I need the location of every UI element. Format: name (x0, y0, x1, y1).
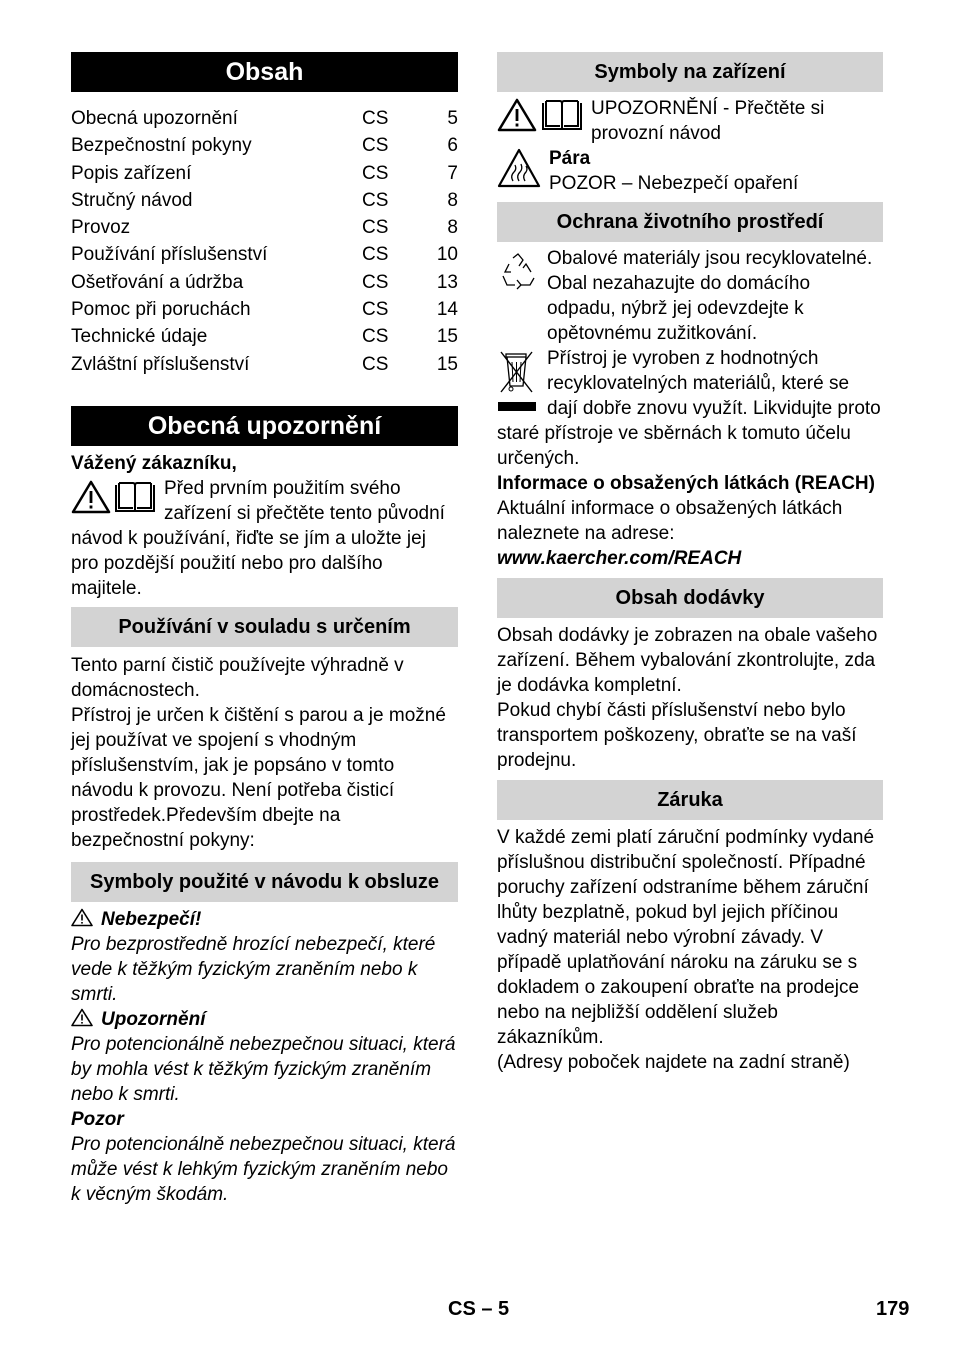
steam-warning-icons (497, 148, 541, 196)
read-manual-row (497, 96, 883, 146)
toc-row[interactable]: Pomoc při poruchách CS 14 (71, 299, 458, 321)
manual-book-icon (114, 480, 156, 514)
steam-hazard-icon (497, 148, 541, 188)
general-heading: Obecná upozornění (71, 406, 458, 446)
caution-label: Pozor (71, 1108, 124, 1130)
weee-text: Přístroj je vyroben z hodnotných recyklovatelných materiálů, které se dají dobře znovu využít. Likvidujte proto staré přístroje ve sběrnách k tomuto účelu určených. (497, 348, 881, 469)
manual-symbols-heading: Symboly použité v návodu k obsluze (71, 862, 458, 902)
left-column (71, 52, 458, 1207)
recycle-row (497, 246, 883, 346)
steam-row (497, 146, 883, 196)
steam-label: Pára (549, 148, 591, 169)
warning-triangle-icon (71, 908, 93, 927)
toc-row[interactable]: Obecná upozornění CS 5 (71, 108, 458, 129)
warranty-heading: Záruka (497, 780, 883, 820)
delivery-p2: Pokud chybí části příslušenství nebo bylo transportem poškozeny, obraťte se na vaší prodejnu. (497, 700, 857, 771)
crossed-bin-icon (497, 348, 537, 414)
toc-row[interactable]: Provoz CS 8 (71, 217, 458, 239)
recycle-icons (497, 252, 539, 346)
steam-texts (549, 146, 883, 196)
general-intro-block (71, 476, 458, 601)
warning-triangle-icon (71, 1008, 93, 1027)
intended-use-heading: Používání v souladu s určením (71, 607, 458, 647)
toc-row[interactable]: Ošetřování a údržba CS 13 (71, 271, 458, 293)
recycle-text: Obalové materiály jsou recyklovatelné. Obal nezahazujte do domácího odpadu, nýbrž jej odevzdejte k opětovnému zužitkování. (547, 248, 873, 344)
toc-heading: Obsah (71, 52, 458, 92)
warning-triangle-icon (497, 98, 537, 132)
warning-manual-icons (71, 480, 156, 514)
toc-row[interactable]: Používání příslušenství CS 10 (71, 244, 458, 266)
reach-url[interactable]: www.kaercher.com/REACH (497, 548, 742, 569)
toc-row[interactable]: Zvláštní příslušenství CS 15 (71, 353, 458, 375)
reach-heading: Informace o obsažených látkách (REACH) (497, 473, 875, 494)
steam-text: POZOR – Nebezpečí opaření (549, 173, 799, 194)
danger-label: Nebezpečí! (101, 908, 202, 930)
toc-row[interactable]: Popis zařízení CS 7 (71, 162, 458, 184)
weee-icons (497, 348, 537, 421)
toc-row[interactable]: Bezpečnostní pokyny CS 6 (71, 135, 458, 157)
read-manual-text: UPOZORNĚNÍ - Přečtěte si provozní návod (591, 98, 825, 144)
right-column (497, 52, 883, 1075)
environment-heading: Ochrana životního prostředí (497, 202, 883, 242)
device-symbols-heading: Symboly na zařízení (497, 52, 883, 92)
warning-manual-icons (497, 98, 583, 146)
warranty-p1: V každé zemi platí záruční podmínky vydané příslušnou distribuční společností. Případné poruchy zařízení odstraníme během záruční lhůty bezplatně, pokud byl jejich příčinou vadný materiál nebo výrobní závady. V případě uplatňování nároku na záruku se s dokladem o zakoupení obraťte na prodejce nebo na nejbližší oddělení služeb zákazníkům. (497, 827, 875, 1048)
danger-label-line (71, 907, 458, 932)
warning-label: Upozornění (101, 1008, 206, 1030)
danger-text: Pro bezprostředně hrozící nebezpečí, které vede k těžkým fyzickým zraněním nebo k smrti. (71, 933, 436, 1005)
delivery-p1: Obsah dodávky je zobrazen na obale vašeho zařízení. Během vybalování zkontrolujte, zda je dodávka kompletní. (497, 625, 878, 696)
toc-row[interactable]: Technické údaje CS 15 (71, 326, 458, 348)
weee-block (497, 346, 883, 471)
warning-triangle-icon (71, 480, 111, 514)
toc-row[interactable]: Stručný návod CS 8 (71, 189, 458, 211)
page-code: CS – 5 (448, 1298, 510, 1320)
warning-label-line (71, 1007, 458, 1032)
warning-text: Pro potencionálně nebezpečnou situaci, která by mohla vést k těžkým fyzickým zraněním nebo k smrti. (71, 1033, 456, 1105)
reach-text: Aktuální informace o obsažených látkách naleznete na adrese: (497, 498, 843, 544)
recycle-icon (497, 252, 539, 290)
manual-book-icon (541, 98, 583, 132)
table-of-contents (71, 105, 458, 378)
salutation: Vážený zákazníku, (71, 452, 237, 474)
caution-text: Pro potencionálně nebezpečnou situaci, která může vést k lehkým fyzickým zraněním nebo k věcným škodám. (71, 1133, 456, 1205)
intended-use-p2: Přístroj je určen k čištění s parou a je možné jej používat ve spojení s vhodným příslušenstvím, jak je popsáno v tomto návodu k provozu. Není potřeba čisticí prostředek.Především dbejte na bezpečnostní pokyny: (71, 704, 446, 851)
warranty-p2: (Adresy poboček najdete na zadní straně) (497, 1052, 850, 1073)
page-number: 179 (876, 1298, 910, 1320)
intended-use-p1: Tento parní čistič používejte výhradně v domácnostech. (71, 654, 404, 701)
general-intro-text: Před prvním použitím svého zařízení si přečtěte tento původní návod k používání, řiďte se jím a uložte jej pro pozdější použití nebo pro dalšího majitele. (71, 477, 445, 599)
delivery-heading: Obsah dodávky (497, 578, 883, 618)
